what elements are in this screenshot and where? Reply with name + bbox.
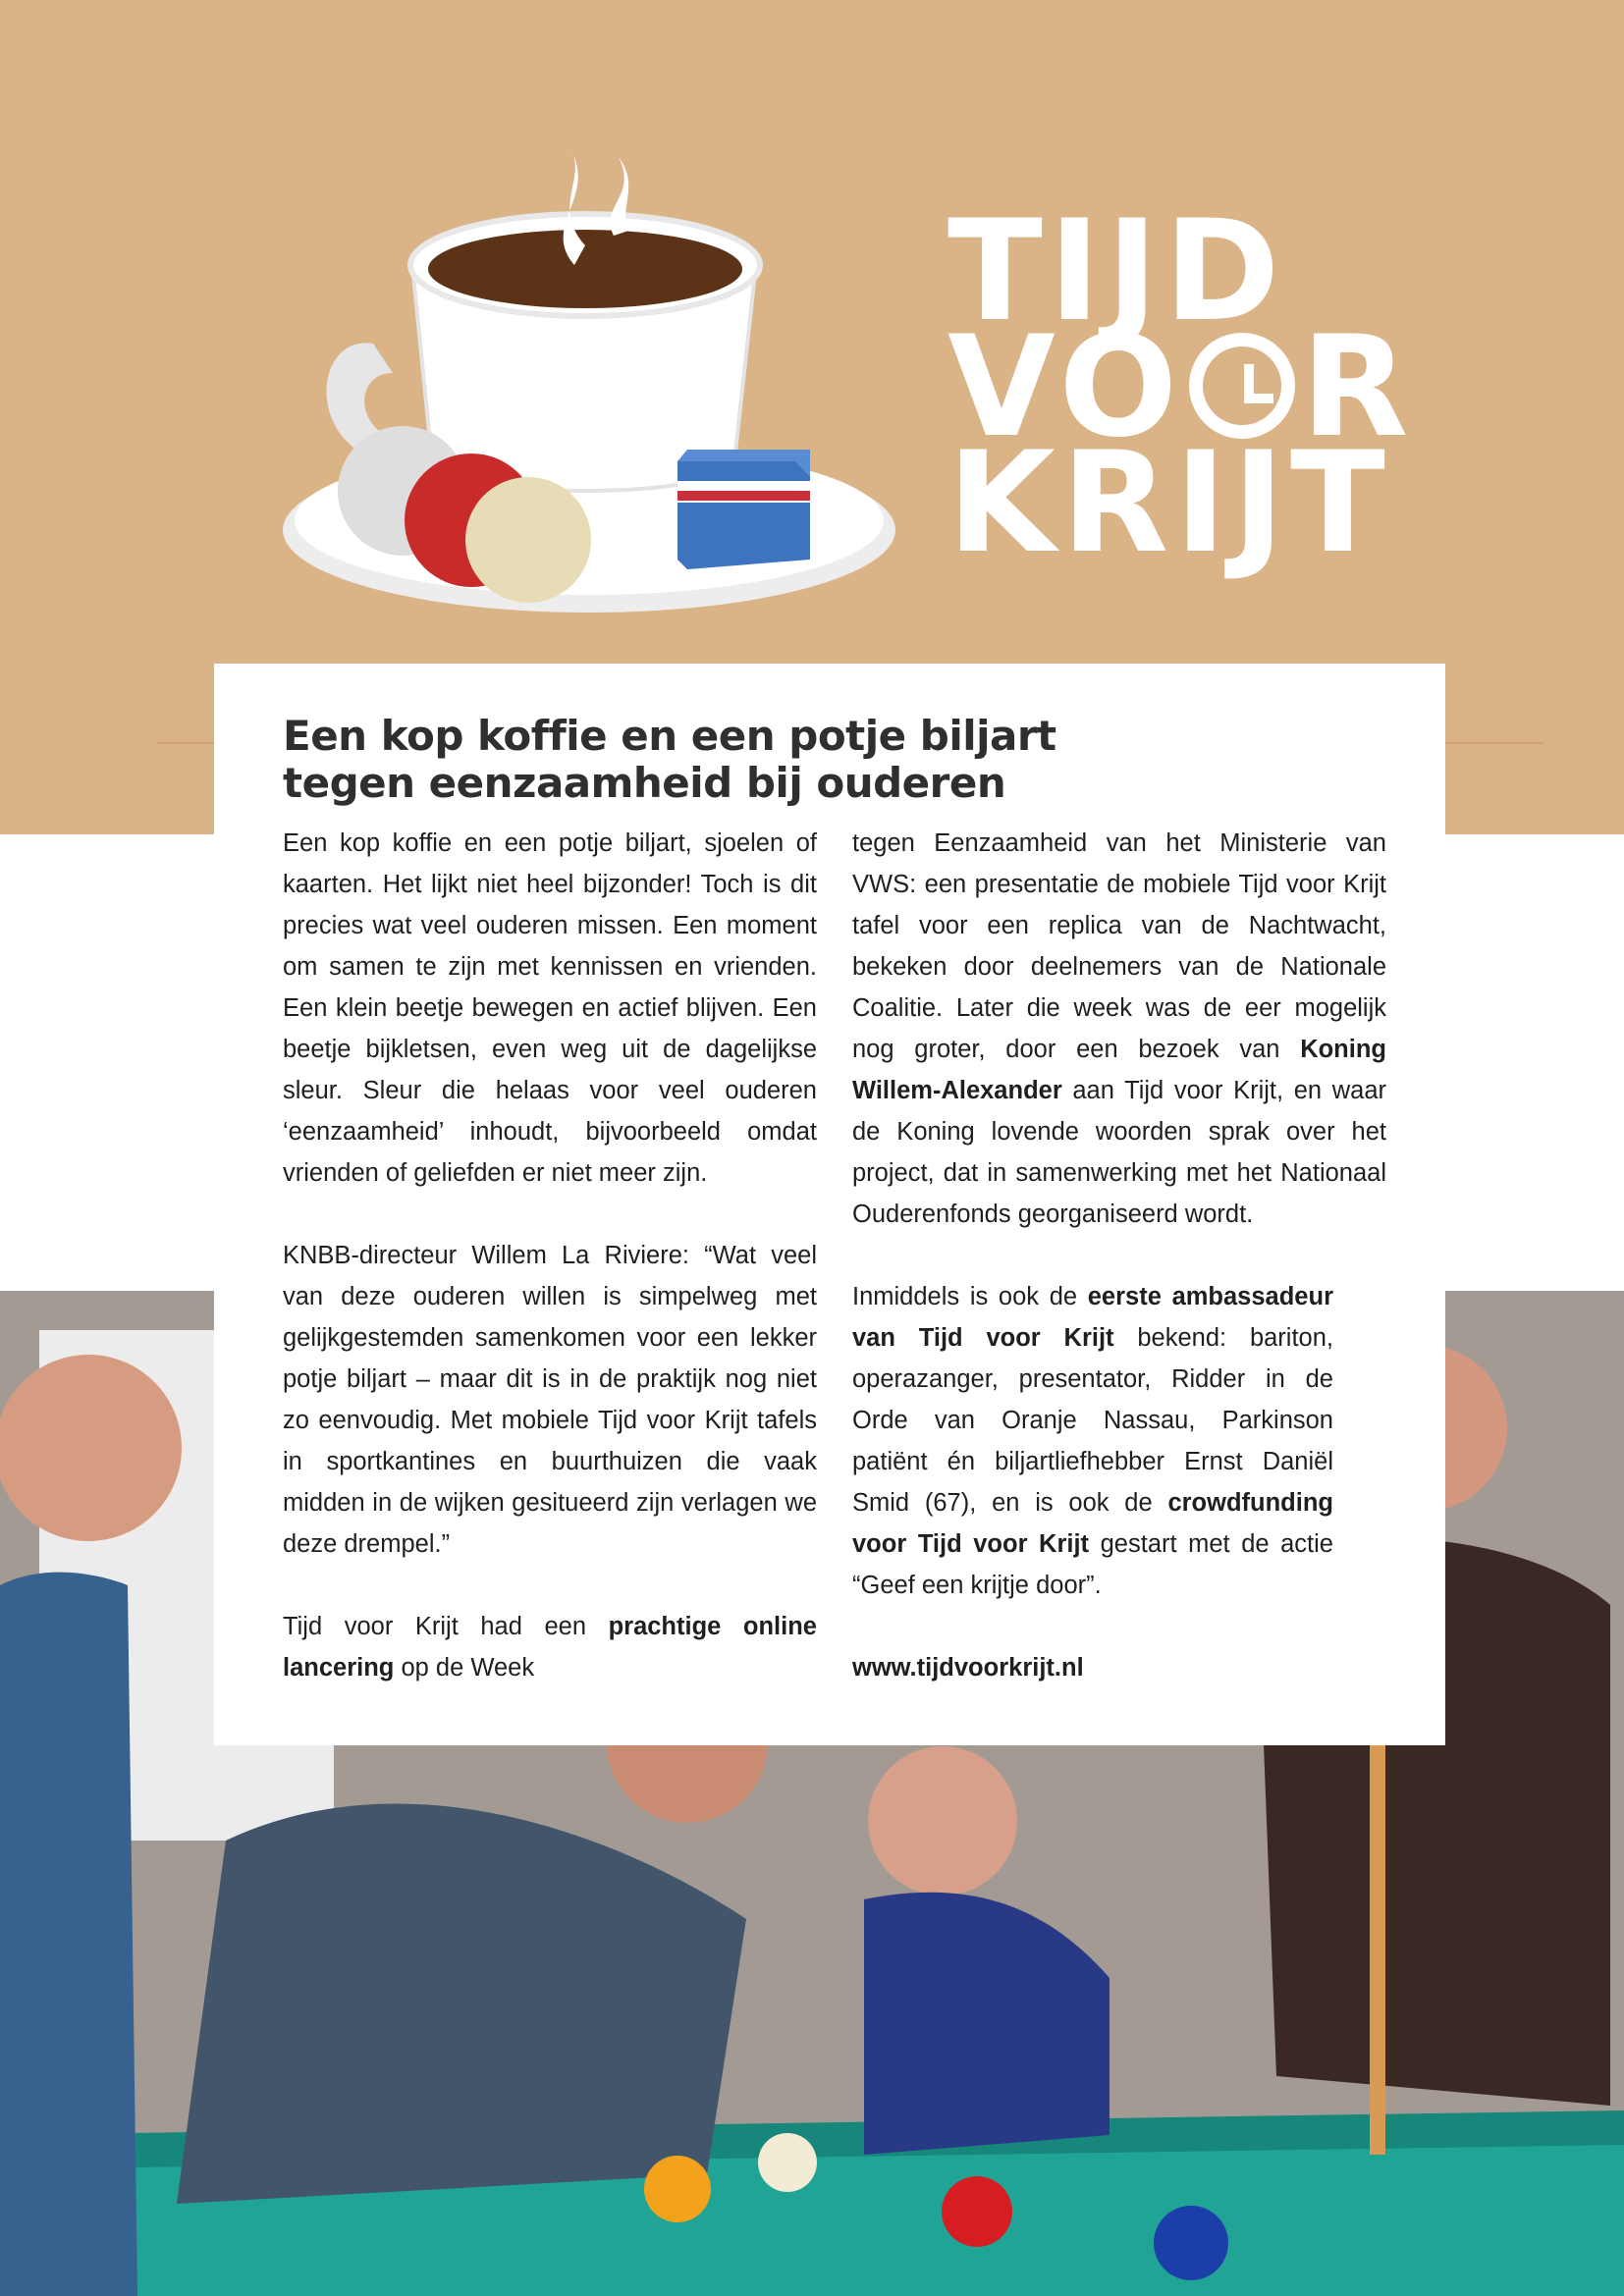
- ambassador-text-e: gestart met de actie “Geef een krijtje door”.: [852, 1530, 1333, 1599]
- paragraph-intro: Een kop koffie en een potje biljart, sjoelen of kaarten. Het lijkt niet heel bijzonder! Toch is dit precies wat veel ouderen missen. Een moment om samen te zijn met kennissen en vrienden. Een klein beetje bewegen en actief blijven. Een beetje bijkletsen, even weg uit de dagelijkse sleur. Sleur die helaas voor veel ouderen ‘eenzaamheid’ inhoudt, bijvoorbeeld omdat vrienden of geliefden er niet meer zijn.: [283, 829, 817, 1187]
- website-link[interactable]: www.tijdvoorkrijt.nl: [852, 1654, 1084, 1682]
- divider-left: [157, 742, 216, 744]
- logo-line-2-post: R: [1301, 306, 1415, 468]
- article-headline: [283, 713, 1382, 807]
- logo-wordmark: [947, 190, 1415, 584]
- logo-line-3: KRIJT: [947, 422, 1391, 584]
- crowdfunding-text-bold: crowdfunding voor Tijd voor Krijt: [852, 1489, 1333, 1558]
- coffee-cup-illustration: [275, 88, 903, 658]
- article-column-right: [852, 823, 1386, 1730]
- ambassador-text-bold: eerste ambassadeur van Tijd voor Krijt: [852, 1283, 1333, 1352]
- ministry-text-bold: Koning Willem-Alexander: [852, 1036, 1386, 1104]
- logo-line-2-pre: VO: [947, 306, 1184, 468]
- article-card: [214, 664, 1445, 1745]
- launch-text-c: op de Week: [394, 1654, 535, 1682]
- ministry-text-c: aan Tijd voor Krijt, en waar de Koning lovende woorden sprak over het project, dat in samenwerking met het Nationaal Ouderenfonds georganiseerd wordt.: [852, 1077, 1386, 1228]
- paragraph-ministry: [852, 823, 1386, 1235]
- ambassador-text-c: bekend: bariton, operazanger, presentator, Ridder in de Orde van Oranje Nassau, Parkinson patiënt én biljartliefhebber Ernst Daniël Smid (67), en is ook de: [852, 1324, 1333, 1517]
- website-link-paragraph: [852, 1647, 1386, 1688]
- logo-line-1: TIJD: [947, 190, 1286, 352]
- headline-line-1: Een kop koffie en een potje biljart: [283, 712, 1056, 760]
- article-column-left: [283, 823, 817, 1730]
- paragraph-launch: [283, 1606, 817, 1688]
- divider-right: [1445, 742, 1543, 744]
- headline-line-2: tegen eenzaamheid bij ouderen: [283, 759, 1006, 807]
- paragraph-ambassador: [852, 1276, 1333, 1606]
- paragraph-quote: KNBB-directeur Willem La Riviere: “Wat veel van deze ouderen willen is simpelweg met gelijkgestemden samenkomen voor een lekker potje biljart – maar dit is in de praktijk nog niet zo eenvoudig. Met mobiele Tijd voor Krijt tafels in sportkantines en buurthuizen die vaak midden in de wijken gesitueerd zijn verlagen we deze drempel.”: [283, 1242, 817, 1558]
- ambassador-text-a: Inmiddels is ook de: [852, 1283, 1088, 1310]
- ministry-text-a: tegen Eenzaamheid van het Ministerie van VWS: een presentatie de mobiele Tijd voor Krijt tafel voor een replica van de Nachtwacht, bekeken door deelnemers van de Nationale Coalitie. Later die week was de eer mogelijk nog groter, door een bezoek van: [852, 829, 1386, 1063]
- launch-text-a: Tijd voor Krijt had een: [283, 1613, 609, 1640]
- launch-text-bold: prachtige online lancering: [283, 1613, 817, 1682]
- clock-icon: [1189, 333, 1295, 439]
